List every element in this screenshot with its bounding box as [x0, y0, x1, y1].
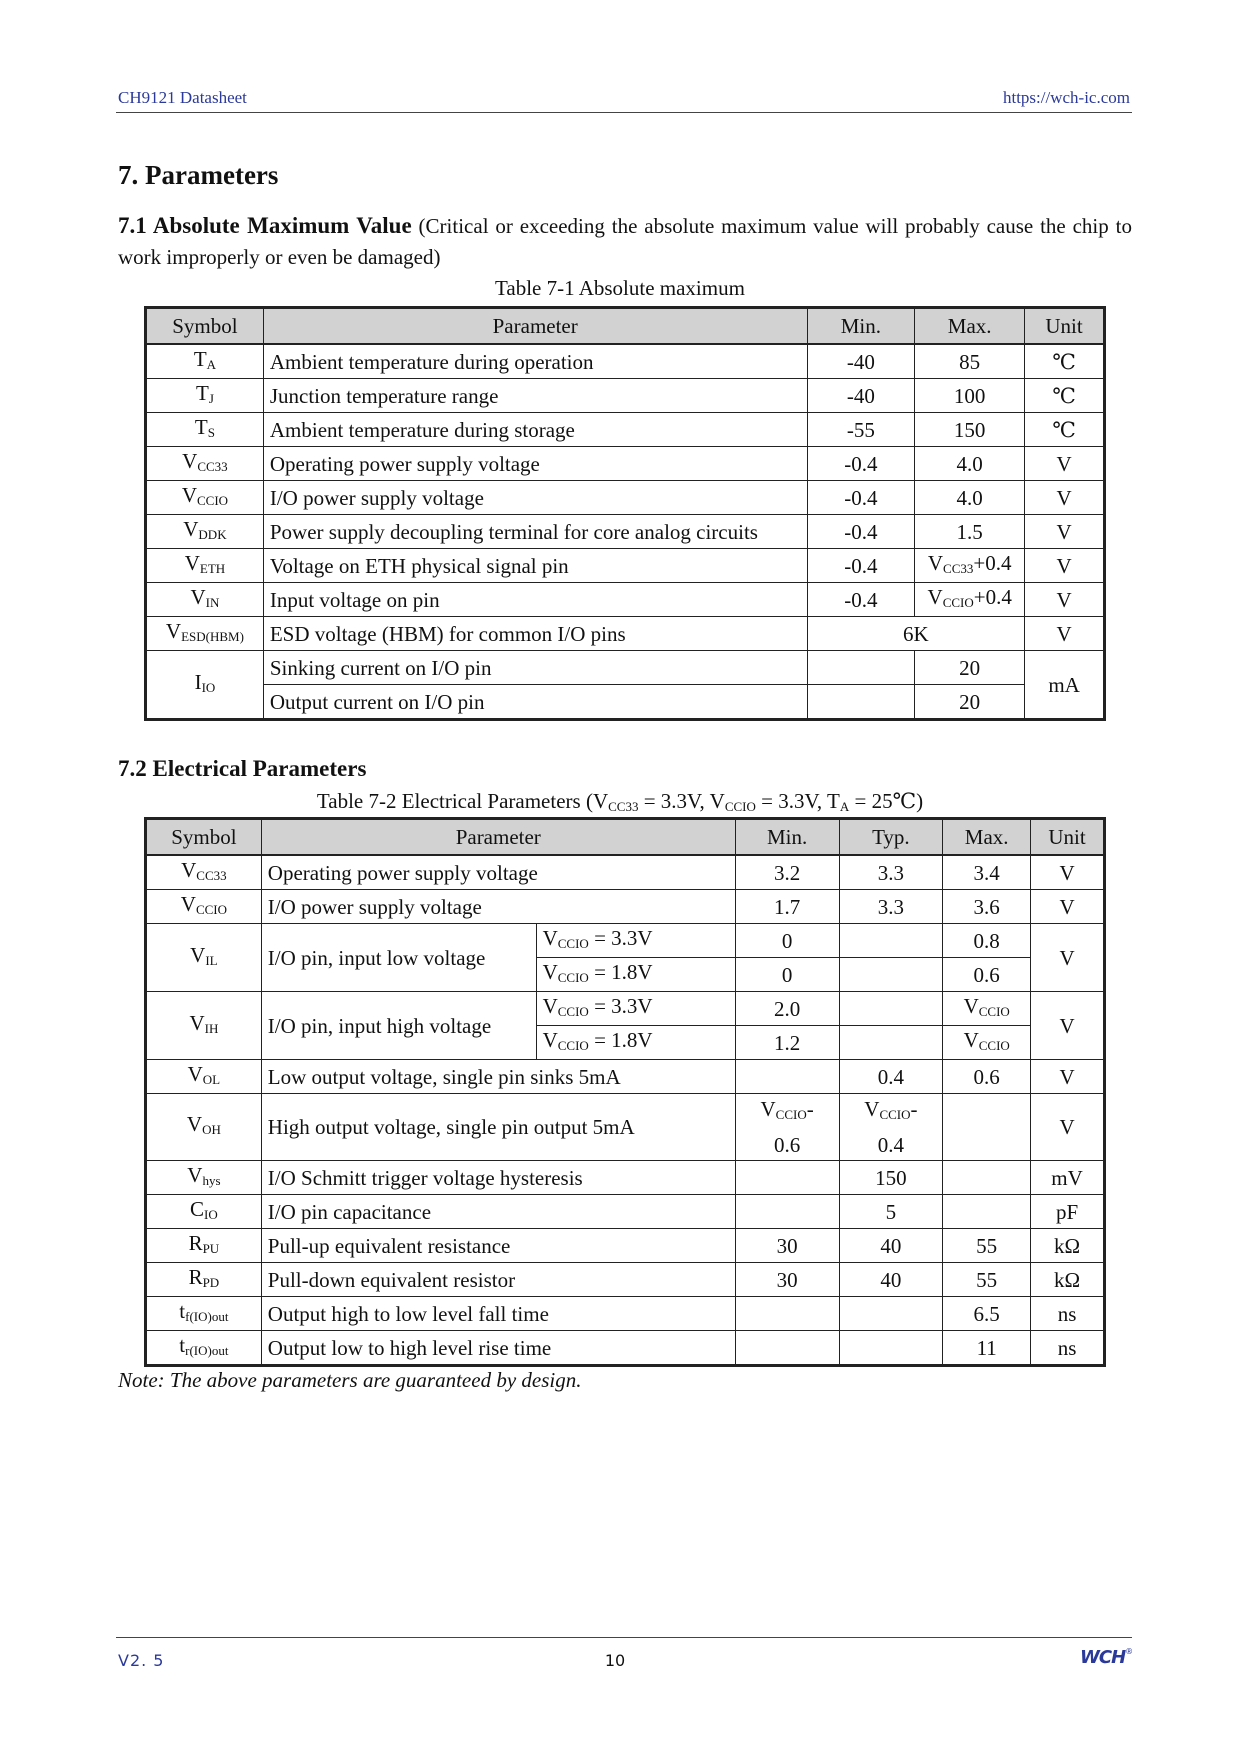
max-cell: 1.5 — [915, 515, 1025, 549]
table-row — [146, 855, 1105, 890]
typ-cell — [839, 1297, 943, 1331]
symbol-cell: $R_{PD}$ — [146, 1263, 262, 1297]
table-header-row — [146, 308, 1105, 345]
symbol-cell: $V_{DDK}$ — [146, 515, 264, 549]
parameter-cell: Operating power supply voltage — [263, 447, 807, 481]
table-row — [146, 583, 1105, 617]
min-cell: -0.4 — [807, 549, 915, 583]
table-row — [146, 992, 1105, 1026]
symbol-cell: $T_A$ — [146, 344, 264, 379]
absolute-maximum-table — [144, 306, 1106, 721]
max-cell: 4.0 — [915, 447, 1025, 481]
symbol-cell: $V_{CC33}$ — [146, 855, 262, 890]
parameter-cell: Output low to high level rise time — [261, 1331, 735, 1366]
table-row — [146, 1195, 1105, 1229]
unit-cell: V — [1031, 1094, 1105, 1161]
typ-cell: 40 — [839, 1263, 943, 1297]
parameter-cell: High output voltage, single pin output 5mA — [261, 1094, 735, 1161]
header-divider — [116, 112, 1132, 113]
min-cell — [735, 1060, 839, 1094]
unit-cell: ℃ — [1025, 413, 1105, 447]
typ-cell: 40 — [839, 1229, 943, 1263]
unit-cell: V — [1025, 549, 1105, 583]
table-row — [146, 481, 1105, 515]
min-cell: -0.4 — [807, 447, 915, 481]
condition-cell: $V_{CCIO} = 3.3V$ — [536, 992, 735, 1026]
unit-cell: ℃ — [1025, 379, 1105, 413]
min-cell: 3.2 — [735, 855, 839, 890]
min-cell: 0 — [735, 958, 839, 992]
min-cell: 1.7 — [735, 890, 839, 924]
table2-caption: Table 7-2 Electrical Parameters ($V_{CC33} = 3.3V$, $V_{CCIO} = 3.3V$, $T_A$ = 25℃) — [316, 789, 924, 814]
symbol-cell: $V_{hys}$ — [146, 1161, 262, 1195]
parameter-cell: I/O pin capacitance — [261, 1195, 735, 1229]
unit-cell: V — [1031, 855, 1105, 890]
typ-cell — [839, 958, 943, 992]
condition-cell: $V_{CCIO} = 1.8V$ — [536, 1026, 735, 1060]
typ-cell: 3.3 — [839, 855, 943, 890]
max-cell: 20 — [915, 685, 1025, 720]
header-parameter: Parameter — [261, 819, 735, 856]
min-cell: 1.2 — [735, 1026, 839, 1060]
table-row — [146, 617, 1105, 651]
unit-cell: V — [1025, 617, 1105, 651]
max-cell: $V_{CC33}+0.4$ — [915, 549, 1025, 583]
table-row — [146, 651, 1105, 685]
unit-cell: V — [1025, 481, 1105, 515]
max-cell: $V_{CCIO}$ — [943, 1026, 1031, 1060]
parameter-cell: I/O power supply voltage — [263, 481, 807, 515]
max-cell: 4.0 — [915, 481, 1025, 515]
max-cell — [943, 1161, 1031, 1195]
min-cell: -0.4 — [807, 583, 915, 617]
table-row — [146, 1331, 1105, 1366]
min-cell: 2.0 — [735, 992, 839, 1026]
symbol-cell: $V_{CC33}$ — [146, 447, 264, 481]
min-cell: 0 — [735, 924, 839, 958]
table-row — [146, 447, 1105, 481]
min-cell: -0.4 — [807, 481, 915, 515]
symbol-cell: $V_{CCIO}$ — [146, 481, 264, 515]
symbol-cell: $t_{f(IO)out}$ — [146, 1297, 262, 1331]
min-cell — [807, 685, 915, 720]
table-row — [146, 1094, 1105, 1161]
typ-cell — [839, 1331, 943, 1366]
unit-cell: V — [1025, 447, 1105, 481]
symbol-cell: $V_{ESD(HBM)}$ — [146, 617, 264, 651]
subsection-7-1-desc: (Critical or exceeding the absolute maximum value will probably cause the chip to work improperly or even be damaged) — [118, 214, 1132, 269]
wch-logo-registered: ® — [1125, 1647, 1134, 1656]
parameter-cell: Power supply decoupling terminal for core analog circuits — [263, 515, 807, 549]
min-cell: 30 — [735, 1263, 839, 1297]
table-row — [146, 1297, 1105, 1331]
min-cell — [735, 1297, 839, 1331]
parameter-cell: Input voltage on pin — [263, 583, 807, 617]
header-symbol: Symbol — [146, 819, 262, 856]
header-min: Min. — [735, 819, 839, 856]
minmax-cell: 6K — [807, 617, 1025, 651]
max-cell: 3.4 — [943, 855, 1031, 890]
symbol-cell: $V_{IL}$ — [146, 924, 262, 992]
symbol-cell: $V_{OH}$ — [146, 1094, 262, 1161]
condition-cell: $V_{CCIO} = 3.3V$ — [536, 924, 735, 958]
header-symbol: Symbol — [146, 308, 264, 345]
table-row — [146, 1161, 1105, 1195]
min-cell — [735, 1195, 839, 1229]
table-row — [146, 924, 1105, 958]
typ-cell: 0.4 — [839, 1060, 943, 1094]
parameter-cell: Pull-up equivalent resistance — [261, 1229, 735, 1263]
unit-cell: V — [1025, 515, 1105, 549]
section-title: 7. Parameters — [118, 160, 279, 190]
min-cell: -40 — [807, 379, 915, 413]
typ-cell — [839, 1026, 943, 1060]
unit-cell: ns — [1031, 1331, 1105, 1366]
parameter-cell: Ambient temperature during operation — [263, 344, 807, 379]
parameter-cell: Voltage on ETH physical signal pin — [263, 549, 807, 583]
typ-cell: 5 — [839, 1195, 943, 1229]
parameter-cell: I/O power supply voltage — [261, 890, 735, 924]
symbol-cell: $T_J$ — [146, 379, 264, 413]
symbol-cell: $T_S$ — [146, 413, 264, 447]
unit-cell: V — [1031, 1060, 1105, 1094]
min-cell: -40 — [807, 344, 915, 379]
parameter-cell: ESD voltage (HBM) for common I/O pins — [263, 617, 807, 651]
table-row — [146, 549, 1105, 583]
typ-cell — [839, 992, 943, 1026]
parameter-cell: Junction temperature range — [263, 379, 807, 413]
min-cell: 30 — [735, 1229, 839, 1263]
parameter-cell: I/O pin, input high voltage — [261, 992, 536, 1060]
max-cell: 3.6 — [943, 890, 1031, 924]
unit-cell: pF — [1031, 1195, 1105, 1229]
wch-logo-text: WCH — [1080, 1647, 1126, 1668]
condition-cell: $V_{CCIO} = 1.8V$ — [536, 958, 735, 992]
symbol-cell: $V_{ETH}$ — [146, 549, 264, 583]
parameter-cell: Output high to low level fall time — [261, 1297, 735, 1331]
footer-divider — [116, 1637, 1132, 1638]
parameter-cell: Sinking current on I/O pin — [263, 651, 807, 685]
parameter-cell: Low output voltage, single pin sinks 5mA — [261, 1060, 735, 1094]
table-row — [146, 515, 1105, 549]
table-row — [146, 685, 1105, 720]
parameter-cell: I/O Schmitt trigger voltage hysteresis — [261, 1161, 735, 1195]
symbol-cell: $V_{IH}$ — [146, 992, 262, 1060]
table1-caption: Table 7-1 Absolute maximum — [495, 276, 745, 300]
typ-cell — [839, 924, 943, 958]
unit-cell: ns — [1031, 1297, 1105, 1331]
max-cell: 0.8 — [943, 924, 1031, 958]
symbol-cell: $V_{OL}$ — [146, 1060, 262, 1094]
max-cell: 150 — [915, 413, 1025, 447]
table-row — [146, 379, 1105, 413]
subsection-7-1-title: 7.1 Absolute Maximum Value — [118, 213, 412, 238]
max-cell: $V_{CCIO}+0.4$ — [915, 583, 1025, 617]
min-cell: -55 — [807, 413, 915, 447]
table-header-row — [146, 819, 1105, 856]
min-cell: -0.4 — [807, 515, 915, 549]
parameter-cell: I/O pin, input low voltage — [261, 924, 536, 992]
table-row — [146, 1263, 1105, 1297]
unit-cell: V — [1031, 890, 1105, 924]
header-unit: Unit — [1031, 819, 1105, 856]
symbol-cell: $t_{r(IO)out}$ — [146, 1331, 262, 1366]
header-max: Max. — [943, 819, 1031, 856]
table-row — [146, 1060, 1105, 1094]
footer-page-number: 10 — [604, 1651, 626, 1670]
max-cell: 6.5 — [943, 1297, 1031, 1331]
max-cell: 100 — [915, 379, 1025, 413]
unit-cell: mV — [1031, 1161, 1105, 1195]
header-doc-title: CH9121 Datasheet — [118, 88, 247, 107]
max-cell: $V_{CCIO}$ — [943, 992, 1031, 1026]
typ-cell: $V_{CCIO}-$ 0.4 — [839, 1094, 943, 1161]
header-min: Min. — [807, 308, 915, 345]
symbol-cell: $R_{PU}$ — [146, 1229, 262, 1263]
header-website-link[interactable]: https://wch-ic.com — [1002, 88, 1130, 107]
min-cell: $V_{CCIO}-$ 0.6 — [735, 1094, 839, 1161]
header-max: Max. — [915, 308, 1025, 345]
max-cell: 11 — [943, 1331, 1031, 1366]
max-cell — [943, 1094, 1031, 1161]
unit-cell: mA — [1025, 651, 1105, 720]
min-cell — [735, 1331, 839, 1366]
wch-logo-icon — [1080, 1647, 1133, 1668]
parameter-cell: Operating power supply voltage — [261, 855, 735, 890]
electrical-parameters-table — [144, 817, 1106, 1367]
symbol-cell: $I_{IO}$ — [146, 651, 264, 720]
typ-cell: 3.3 — [839, 890, 943, 924]
unit-cell: V — [1031, 924, 1105, 992]
parameter-cell: Pull-down equivalent resistor — [261, 1263, 735, 1297]
min-cell — [735, 1161, 839, 1195]
design-note: Note: The above parameters are guaranteed by design. — [118, 1368, 582, 1392]
min-cell — [807, 651, 915, 685]
unit-cell: V — [1031, 992, 1105, 1060]
max-cell: 0.6 — [943, 1060, 1031, 1094]
header-typ: Typ. — [839, 819, 943, 856]
unit-cell: V — [1025, 583, 1105, 617]
max-cell: 55 — [943, 1263, 1031, 1297]
table-row — [146, 890, 1105, 924]
max-cell — [943, 1195, 1031, 1229]
unit-cell: ℃ — [1025, 344, 1105, 379]
table-row — [146, 344, 1105, 379]
max-cell: 0.6 — [943, 958, 1031, 992]
typ-cell: 150 — [839, 1161, 943, 1195]
header-parameter: Parameter — [263, 308, 807, 345]
subsection-7-1 — [118, 210, 1132, 273]
parameter-cell: Ambient temperature during storage — [263, 413, 807, 447]
symbol-cell: $C_{IO}$ — [146, 1195, 262, 1229]
unit-cell: kΩ — [1031, 1263, 1105, 1297]
table-row — [146, 1229, 1105, 1263]
footer-version: V2. 5 — [118, 1651, 165, 1670]
table-row — [146, 413, 1105, 447]
unit-cell: kΩ — [1031, 1229, 1105, 1263]
symbol-cell: $V_{CCIO}$ — [146, 890, 262, 924]
max-cell: 85 — [915, 344, 1025, 379]
max-cell: 20 — [915, 651, 1025, 685]
header-unit: Unit — [1025, 308, 1105, 345]
max-cell: 55 — [943, 1229, 1031, 1263]
symbol-cell: $V_{IN}$ — [146, 583, 264, 617]
subsection-7-2-title: 7.2 Electrical Parameters — [118, 756, 367, 781]
parameter-cell: Output current on I/O pin — [263, 685, 807, 720]
